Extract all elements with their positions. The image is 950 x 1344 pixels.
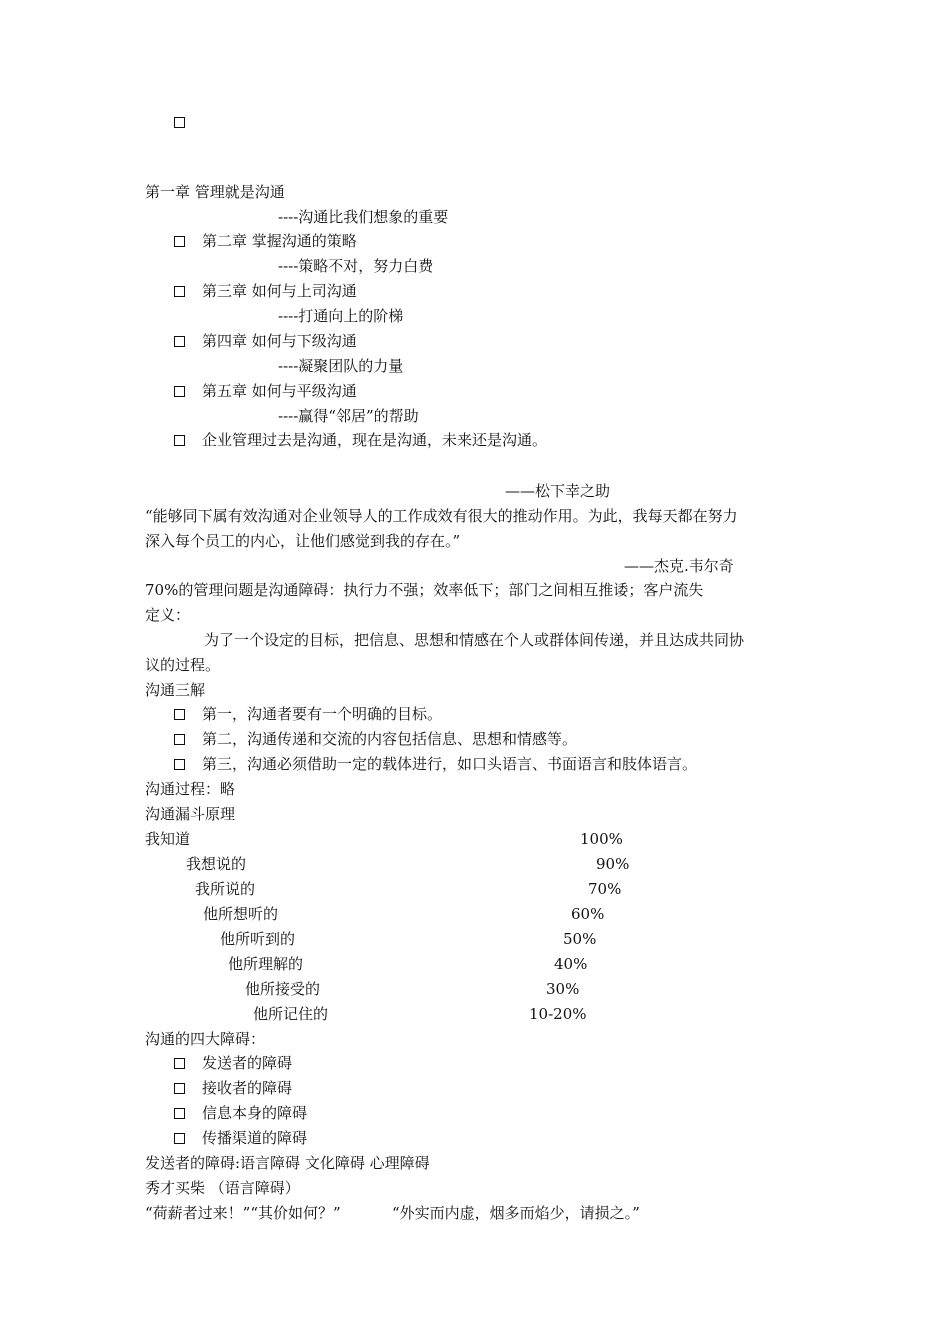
funnel-label: 我想说的 bbox=[186, 855, 247, 873]
funnel-value: 90% bbox=[596, 855, 630, 873]
story-dialogue: “荷薪者过来！”“其价如何？” bbox=[145, 1204, 341, 1222]
quote-author: ——松下幸之助 bbox=[505, 482, 611, 500]
quote-text: “能够同下属有效沟通对企业领导人的工作成效有很大的推动作用。为此，我每天都在努力 bbox=[145, 507, 738, 525]
funnel-value: 30% bbox=[546, 980, 580, 998]
quote-text: 深入每个员工的内心，让他们感觉到我的存在。” bbox=[145, 532, 461, 550]
chapter-5-subtitle: ----赢得“邻居”的帮助 bbox=[278, 407, 419, 425]
definition-label: 定义： bbox=[145, 606, 191, 624]
quote-author: ——杰克.韦尔奇 bbox=[624, 557, 734, 575]
checkbox-bullet-icon bbox=[174, 236, 185, 247]
list-item: 传播渠道的障碍 bbox=[202, 1129, 308, 1147]
checkbox-bullet-icon bbox=[174, 435, 185, 446]
checkbox-bullet-icon bbox=[174, 759, 185, 770]
definition-text: 议的过程。 bbox=[145, 656, 221, 674]
list-item: 第二，沟通传递和交流的内容包括信息、思想和情感等。 bbox=[202, 730, 578, 748]
section-heading: 沟通三解 bbox=[145, 681, 206, 699]
checkbox-bullet-icon bbox=[174, 1083, 185, 1094]
funnel-label: 他所接受的 bbox=[245, 980, 321, 998]
chapter-4-title: 第四章 如何与下级沟通 bbox=[202, 332, 357, 350]
checkbox-bullet-icon bbox=[174, 1108, 185, 1119]
story-dialogue: “外实而内虚，烟多而焰少，请损之。” bbox=[392, 1204, 640, 1222]
checkbox-bullet-icon bbox=[174, 709, 185, 720]
funnel-value: 70% bbox=[588, 880, 622, 898]
funnel-label: 他所想听的 bbox=[203, 905, 279, 923]
funnel-label: 我知道 bbox=[145, 830, 191, 848]
funnel-value: 40% bbox=[554, 955, 588, 973]
story-title: 秀才买柴 （语言障碍） bbox=[145, 1179, 300, 1197]
checkbox-bullet-icon bbox=[174, 734, 185, 745]
funnel-value: 100% bbox=[580, 830, 623, 848]
checkbox-bullet-icon bbox=[174, 117, 185, 128]
checkbox-bullet-icon bbox=[174, 1133, 185, 1144]
chapter-5-title: 第五章 如何与平级沟通 bbox=[202, 382, 357, 400]
chapter-3-subtitle: ----打通向上的阶梯 bbox=[278, 307, 404, 325]
chapter-1-subtitle: ----沟通比我们想象的重要 bbox=[278, 208, 449, 226]
funnel-value: 60% bbox=[571, 905, 605, 923]
list-item: 接收者的障碍 bbox=[202, 1079, 293, 1097]
chapter-3-title: 第三章 如何与上司沟通 bbox=[202, 282, 357, 300]
definition-text: 为了一个设定的目标，把信息、思想和情感在个人或群体间传递，并且达成共同协 bbox=[204, 631, 745, 649]
section-heading: 沟通漏斗原理 bbox=[145, 805, 236, 823]
checkbox-bullet-icon bbox=[174, 336, 185, 347]
funnel-value: 10-20% bbox=[529, 1005, 587, 1023]
checkbox-bullet-icon bbox=[174, 286, 185, 297]
statistic-line: 70%的管理问题是沟通障碍：执行力不强；效率低下；部门之间相互推诿；客户流失 bbox=[145, 581, 704, 599]
chapter-2-subtitle: ----策略不对，努力白费 bbox=[278, 257, 434, 275]
funnel-label: 他所记住的 bbox=[253, 1005, 329, 1023]
sender-barrier-line: 发送者的障碍:语言障碍 文化障碍 心理障碍 bbox=[145, 1154, 430, 1172]
process-line: 沟通过程：略 bbox=[145, 780, 236, 798]
checkbox-bullet-icon bbox=[174, 386, 185, 397]
list-item: 发送者的障碍 bbox=[202, 1054, 293, 1072]
list-item: 信息本身的障碍 bbox=[202, 1104, 308, 1122]
chapter-4-subtitle: ----凝聚团队的力量 bbox=[278, 357, 404, 375]
list-item: 第一，沟通者要有一个明确的目标。 bbox=[202, 705, 443, 723]
funnel-label: 他所理解的 bbox=[228, 955, 304, 973]
checkbox-bullet-icon bbox=[174, 1058, 185, 1069]
funnel-label: 他所听到的 bbox=[220, 930, 296, 948]
section-heading: 沟通的四大障碍： bbox=[145, 1030, 266, 1048]
quote-text: 企业管理过去是沟通，现在是沟通，未来还是沟通。 bbox=[202, 431, 548, 449]
chapter-2-title: 第二章 掌握沟通的策略 bbox=[202, 232, 357, 250]
funnel-label: 我所说的 bbox=[195, 880, 256, 898]
funnel-value: 50% bbox=[563, 930, 597, 948]
list-item: 第三，沟通必须借助一定的载体进行，如口头语言、书面语言和肢体语言。 bbox=[202, 755, 698, 773]
chapter-1-title: 第一章 管理就是沟通 bbox=[145, 183, 285, 201]
